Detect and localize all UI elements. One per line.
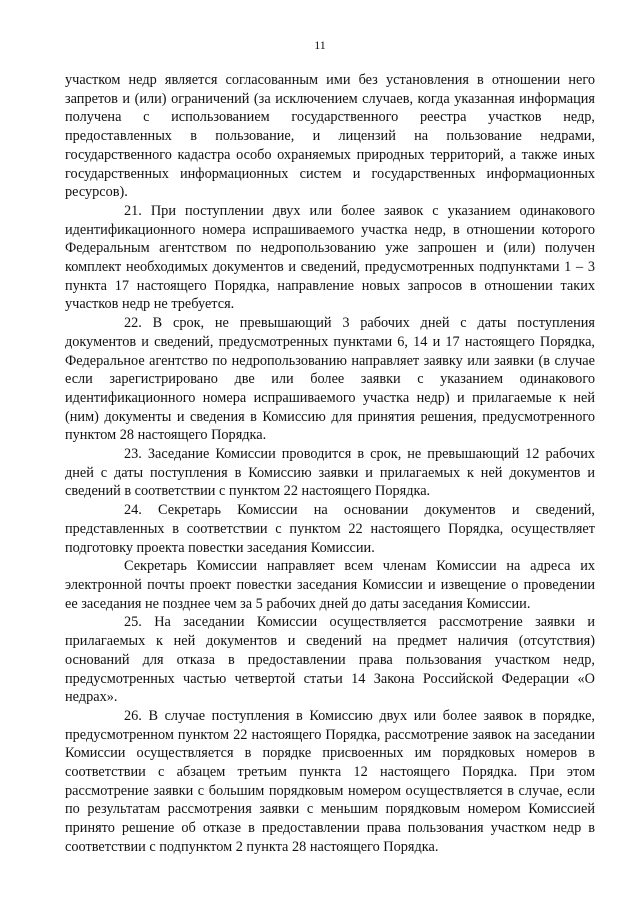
document-body <box>65 71 595 857</box>
paragraph-item-22: 22. В срок, не превышающий 3 рабочих дней с даты поступления документов и сведений, предусмотренных пунктами 6, 14 и 17 настоящего Порядка, Федеральное агентство по недропользованию направляет заявку или заявки (в случае если зарегистрировано две или более заявки с указанием одинакового идентификационного номера испрашиваемого участка недр) и прилагаемые к ней (ним) документы и сведения в Комиссию для принятия решения, предусмотренного пунктом 28 настоящего Порядка. <box>65 315 595 444</box>
paragraph-item-21: 21. При поступлении двух или более заявок с указанием одинакового идентификационного номера испрашиваемого участка недр, в отношении которого Федеральным агентством по недропользованию уже запрошен и (или) получен комплект необходимых документов и сведений, предусмотренных подпунктами 1 – 3 пункта 17 настоящего Порядка, направление новых запросов в отношении таких участков недр не требуется. <box>65 202 595 313</box>
paragraph-item-26: 26. В случае поступления в Комиссию двух или более заявок в порядке, предусмотренном пунктом 22 настоящего Порядка, рассмотрение заявок на заседании Комиссии осуществляется в порядке присвоенных им порядковых номеров в соответствии с абзацем третьим пункта 12 настоящего Порядка. При этом рассмотрение заявки с большим порядковым номером осуществляется в случае, если по результатам рассмотрения заявки с меньшим порядковым номером Комиссией принято решение об отказе в предоставлении права пользования участком недр в соответствии с подпунктом 2 пункта 28 настоящего Порядка. <box>65 707 595 855</box>
paragraph-item-25: 25. На заседании Комиссии осуществляется рассмотрение заявки и прилагаемых к ней документов и сведений на предмет наличия (отсутствия) оснований для отказа в предоставлении права пользования участком недр, предусмотренных частью четвертой статьи 14 Закона Российской Федерации «О недрах». <box>65 614 595 706</box>
paragraph-continuation: участком недр является согласованным ими без установления в отношении него запретов и (или) ограничений (за исключением случаев, когда указанная информация получена с использованием государственного реестра участков недр, предоставленных в пользование, и лицензий на пользование недрами, государственного кадастра особо охраняемых природных территорий, а также иных государственных информационных систем и государственных информационных ресурсов). <box>65 72 595 201</box>
page-number: 11 <box>314 38 326 52</box>
paragraph-item-24-secretary: Секретарь Комиссии направляет всем членам Комиссии на адреса их электронной почты проект повестки заседания Комиссии и извещение о проведении ее заседания не позднее чем за 5 рабочих дней до даты заседания Комиссии. <box>65 558 595 612</box>
paragraph-item-23: 23. Заседание Комиссии проводится в срок, не превышающий 12 рабочих дней с даты поступления в Комиссию заявки и прилагаемых к ней документов и сведений в соответствии с пунктом 22 настоящего Порядка. <box>65 446 595 500</box>
paragraph-item-24: 24. Секретарь Комиссии на основании документов и сведений, представленных в соответствии с пунктом 22 настоящего Порядка, осуществляет подготовку проекта повестки заседания Комиссии. <box>65 502 595 556</box>
